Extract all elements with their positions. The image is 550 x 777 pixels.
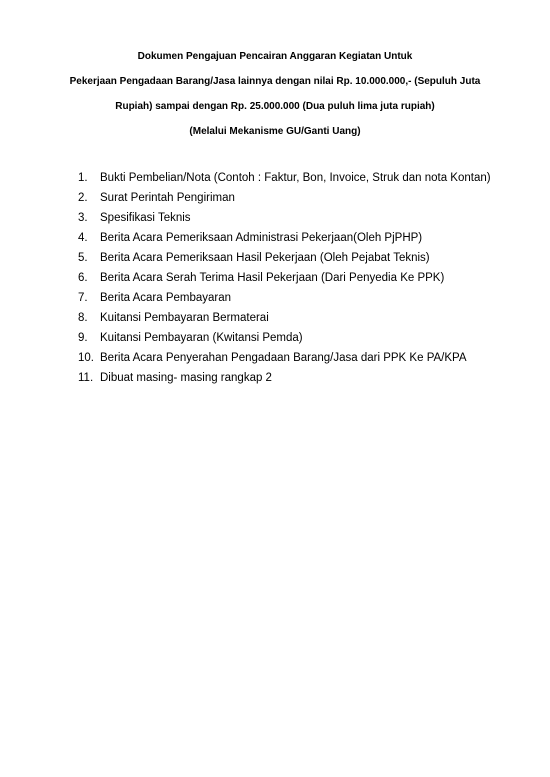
list-item-number: 7. (78, 292, 88, 304)
list-item (78, 288, 498, 308)
list-item-number: 6. (78, 272, 88, 284)
list-item-text: Berita Acara Pembayaran (100, 292, 232, 304)
list-item-number: 8. (78, 312, 88, 324)
list-item-number: 9. (78, 332, 88, 344)
list-item-number: 1. (78, 172, 88, 184)
list-item-number: 3. (78, 212, 88, 224)
list-item-text: Berita Acara Pemeriksaan Administrasi Pekerjaan(Oleh PjPHP) (100, 232, 423, 244)
header-line-4: (Melalui Mekanisme GU/Ganti Uang) (189, 126, 361, 137)
list-item (78, 308, 498, 328)
list-item (78, 168, 498, 188)
list-item-number: 10. (78, 352, 94, 364)
list-item-number: 11. (78, 372, 94, 384)
header-line-3: Rupiah) sampai dengan Rp. 25.000.000 (Dua puluh lima juta rupiah) (115, 101, 435, 112)
list-item (78, 208, 498, 228)
list-item (78, 368, 498, 388)
document-list (78, 168, 498, 388)
list-item-text: Spesifikasi Teknis (100, 212, 191, 224)
header-line-1: Dokumen Pengajuan Pencairan Anggaran Kegiatan Untuk (137, 51, 413, 62)
list-item (78, 228, 498, 248)
list-item-number: 5. (78, 252, 88, 264)
list-item-text: Dibuat masing- masing rangkap 2 (100, 372, 272, 384)
list-item-number: 2. (78, 192, 88, 204)
list-item-text: Surat Perintah Pengiriman (100, 192, 235, 204)
list-item (78, 188, 498, 208)
header-line-2: Pekerjaan Pengadaan Barang/Jasa lainnya dengan nilai Rp. 10.000.000,- (Sepuluh Juta (69, 76, 481, 87)
document-header (60, 44, 490, 144)
list-item (78, 348, 498, 368)
list-item-number: 4. (78, 232, 88, 244)
list-item-text: Berita Acara Serah Terima Hasil Pekerjaan (Dari Penyedia Ke PPK) (100, 272, 445, 284)
list-item-text: Berita Acara Penyerahan Pengadaan Barang/Jasa dari PPK Ke PA/KPA (100, 352, 467, 364)
list-item (78, 248, 498, 268)
list-item-text: Kuitansi Pembayaran Bermaterai (100, 312, 269, 324)
list-item (78, 328, 498, 348)
list-item (78, 268, 498, 288)
list-item-text: Bukti Pembelian/Nota (Contoh : Faktur, Bon, Invoice, Struk dan nota Kontan) (100, 172, 491, 184)
list-item-text: Kuitansi Pembayaran (Kwitansi Pemda) (100, 332, 303, 344)
list-item-text: Berita Acara Pemeriksaan Hasil Pekerjaan (Oleh Pejabat Teknis) (100, 252, 430, 264)
